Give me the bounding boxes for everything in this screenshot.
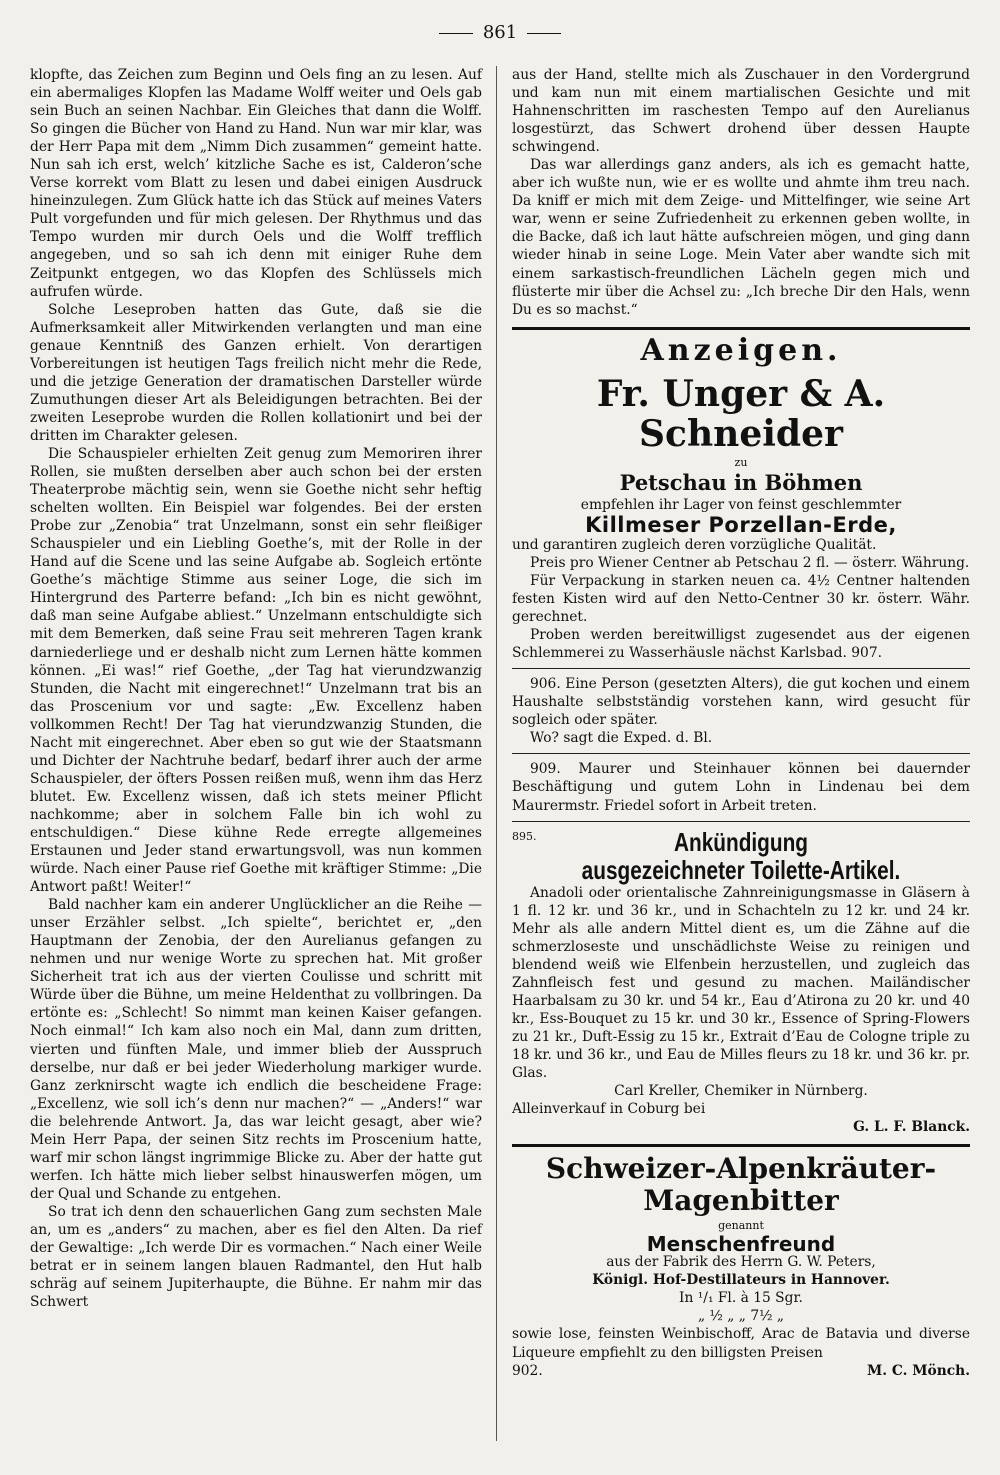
ad-text: Preis pro Wiener Centner ab Petschau 2 fl. — österr. Währung.	[530, 554, 970, 571]
ad-seller: G. L. F. Blanck.	[853, 1119, 970, 1136]
ad-maker: Carl Kreller, Chemiker in Nürnberg.	[614, 1083, 868, 1100]
ad-divider	[512, 753, 970, 754]
ad-text: empfehlen ihr Lager von feinst geschlemmter	[580, 496, 902, 513]
ad-text: Anadoli oder orientalische Zahnreinigungsmasse in Gläsern à 1 fl. 12 kr. und 36 kr., und in Schachteln zu 12 kr. und 24 kr. Mehr als alle andern Mittel dient es, um die Zähne auf die schmerzloseste und unschädlichste Weise zu reinigen und blendend weiß wie Elfenbein herzustellen, und zugleich das Zahnfleisch fest und gesund zu machen. Mailändischer Haarbalsam zu 30 kr. und 54 kr., Eau d’Atirona zu 20 kr. und 40 kr., Ess-Bouquet zu 15 kr. und 30 kr., Essence of Spring-Flowers zu 21 kr., Duft-Essig zu 15 kr., Extrait d’Eau de Cologne triple zu 18 kr. und 36 kr., und Eau de Milles fleurs zu 18 kr. und 36 kr. pr. Glas.	[512, 884, 970, 1082]
ad-text: und garantiren zugleich deren vorzügliche Qualität.	[512, 536, 877, 553]
ad-product: Menschenfreund	[646, 1232, 836, 1257]
ad-maker: Königl. Hof-Destillateurs in Hannover.	[592, 1272, 890, 1289]
ad-text: Wo? sagt die Exped. d. Bl.	[530, 730, 713, 747]
ad-number: 907.	[851, 645, 882, 662]
ad-zu: zu	[734, 455, 748, 469]
ad-text: Alleinverkauf in Coburg bei	[512, 1101, 706, 1118]
right-column	[512, 66, 970, 1380]
ad-samples: Proben werden bereitwilligst zugesendet aus der eigenen Schlemmerei zu Wasserhäusle nächst Karlsbad.	[512, 627, 970, 662]
ad-genannt: genannt	[718, 1219, 764, 1233]
ad-price: In ¹/₁ Fl. à 15 Sgr.	[679, 1290, 803, 1307]
ad-unger-schneider	[512, 374, 970, 663]
story-paragraph: Die Schauspieler erhielten Zeit genug zum Memoriren ihrer Rollen, sie mußten derselben aber auch schon bei der ersten Theaterprobe mächtig sein, wenn sie Goethe nicht sehr heftig schelten wollten. Ein Beispiel war folgendes. Bei der ersten Probe zur „Zenobia“ trat Unzelmann, sonst ein sehr fleißiger Schauspieler und ein Liebling Goethe’s, mit der Rolle in der Hand auf die Scene und las seine Aufgabe ab. Sogleich ertönte Goethe’s mächtige Stimme aus seiner Loge, die sich im Hintergrund des Parterre befand: „Ich bin es nicht gewöhnt, daß man seine Aufgabe abliest.“ Unzelmann entschuldigte sich mit dem Bemerken, daß seine Frau seit mehreren Tagen krank darniederliege und er deshalb nicht zum Lernen hätte kommen können. „Ei was!“ rief Goethe, „der Tag hat vierundzwanzig Stunden, die Nacht mit eingerechnet!“ Unzelmann trat bis an das Proscenium vor und sagte: „Ew. Excellenz haben vollkommen Recht! Der Tag hat vierundzwanzig Stunden, die Nacht mit eingerechnet. Aber eben so gut wie der Staatsmann und Dichter der Nachtruhe bedarf, bedarf ihrer auch der arme Schauspieler, der öfters Possen reißen muß, wenn ihm das Herz blutet. Ew. Excellenz wissen, daß ich stets meiner Pflicht nachkomme; aber in solchem Falle bin ich wohl zu entschuldigen.“ Diese kühne Rede erregte allgemeines Erstaunen und Jeder stand erwartungsvoll, was nun kommen würde. Nach einer Pause rief Goethe mit kräftiger Stimme: „Die Antwort paßt! Weiter!“	[30, 445, 482, 896]
ad-heading: Ankündigung	[673, 826, 808, 857]
ad-number: 902.	[512, 1362, 543, 1379]
ad-text: Für Verpackung in starken neuen ca. 4½ Centner haltenden festen Kisten wird auf den Netto-Centner 30 kr. österr. Währ. gerechnet.	[512, 572, 970, 626]
ad-firm-name: Fr. Unger & A. Schneider	[596, 372, 886, 455]
ad-909	[512, 760, 970, 814]
ad-heading: Schweizer-Alpenkräuter-Magenbitter	[545, 1152, 937, 1218]
left-column	[30, 66, 482, 1311]
ad-toilette	[512, 828, 970, 1137]
story-paragraph: Das war allerdings ganz anders, als ich es gemacht hatte, aber ich wußte nun, wie er es wollte und ahmte ihm treu nach. Da kniff er mich mit dem Zeige- und Mittelfinger, wie seine Art war, wenn er seine Zufriedenheit zu erkennen geben wollte, in die Backe, daß ich laut hätte aufschreien mögen, und ging dann wieder hinab in seine Loge. Mein Vater aber wandte sich mit einem sarkastisch-freundlichen Lächeln gegen mich und flüsterte mir über die Achsel zu: „Ich breche Dir den Hals, wenn Du es so machst.“	[512, 157, 970, 318]
ad-number: 895.	[512, 829, 537, 843]
ad-price: „ ½ „ „ 7½ „	[697, 1308, 785, 1325]
story-paragraph: Solche Leseproben hatten das Gute, daß sie die Aufmerksamkeit aller Mitwirkenden verlangten und man eine genaue Kenntniß des Ganzen erhielt. Von derartigen Vorbereitungen ist heutigen Tags freilich nicht mehr die Rede, und die jetzige Generation der dramatischen Darsteller würde Zumuthungen dieser Art als Beleidigungen betrachten. Bei der zweiten Leseprobe wurden die Rollen kollationirt und bei der dritten im Charakter gelesen.	[30, 301, 482, 444]
ad-product: Killmeser Porzellan-Erde,	[585, 512, 897, 537]
ad-heading: ausgezeichneter Toilette-Artikel.	[581, 854, 901, 885]
ad-divider	[512, 668, 970, 669]
ad-city: Petschau in Böhmen	[619, 469, 863, 495]
page-number: 861	[0, 22, 1000, 43]
ad-text: sowie lose, feinsten Weinbischoff, Arac de Batavia und diverse Liqueure empfiehlt zu den billigsten Preisen	[512, 1326, 970, 1361]
story-paragraph: So trat ich denn den schauerlichen Gang zum sechsten Male an, um es „anders“ zu machen, aber es fiel den Alten. Da rief der Gewaltige: „Ich werde Dir es vormachen.“ Nach einer Weile betrat er in seinem langen blauen Radmantel, den Hut halb schräg auf seinem Jupiterhaupte, die Bühne. Er nahm mir das Schwert	[30, 1203, 482, 1311]
ad-magenbitter	[512, 1153, 970, 1379]
ad-text: 909. Maurer und Steinhauer können bei dauernder Beschäftigung und gutem Lohn in Lindenau bei dem Maurermstr. Friedel sofort in Arbeit treten.	[512, 761, 970, 814]
ad-seller: M. C. Mönch.	[867, 1362, 970, 1379]
column-divider	[496, 66, 497, 1441]
ad-divider	[512, 821, 970, 822]
section-divider	[512, 327, 970, 330]
ad-text: 906. Eine Person (gesetzten Alters), die gut kochen und einem Haushalte selbstständig vorstehen kann, wird gesucht für sogleich oder später.	[512, 676, 970, 729]
story-paragraph: aus der Hand, stellte mich als Zuschauer in den Vordergrund und kam nun mit einem martialischen Gesichte und mit Hahnenschritten im raschesten Tempo auf den Aurelianus losgestürzt, das Schwert drohend über dessen Haupte schwingend.	[512, 67, 970, 156]
story-paragraph: klopfte, das Zeichen zum Beginn und Oels fing an zu lesen. Auf ein abermaliges Klopfen las Madame Wolff weiter und Oels gab sein Buch an seinen Nachbar. Ein Gleiches that dann die Wolff. So gingen die Bücher von Hand zu Hand. Nun war mir klar, was der Herr Papa mit dem „Nimm Dich zusammen“ gemeint hatte. Nun sah ich erst, welch’ kitzliche Sache es ist, Calderon’sche Verse korrekt vom Blatt zu lesen und dabei einigen Ausdruck hineinzulegen. Zum Glück hatte ich das Stück auf meines Vaters Pult vorgefunden und für mich gelesen. Der Rhythmus und das Tempo wurden mir durch Oels und die Wolff trefflich angegeben, und so sah ich denn mit einiger Ruhe dem Zeitpunkt entgegen, wo das Klopfen des Schlüssels mich aufrufen würde.	[30, 67, 482, 300]
story-paragraph: Bald nachher kam ein anderer Unglücklicher an die Reihe — unser Erzähler selbst. „Ich spielte“, berichtet er, „den Hauptmann der Zenobia, der den Aurelianus gefangen zu nehmen und nur wenige Worte zu sprechen hat. Mit großer Sicherheit trat ich aus der vierten Coulisse und schritt mit Würde über die Bühne, um meine Heldenthat zu vollbringen. Da ertönte es: „Schlecht! So nimmt man keinen Kaiser gefangen. Noch einmal!“ Ich kam also noch ein Mal, dann zum dritten, vierten und fünften Male, und immer blieb der Ausspruch derselbe, nur daß er bei jeder Wiederholung markiger wurde. Ganz zerknirscht wagte ich endlich die bescheidene Frage: „Excellenz, wie soll ich’s denn nur machen?“ — „Anders!“ war die belehrende Antwort. Ja, das war leicht gesagt, aber wie? Mein Herr Papa, der seinen Sitz rechts im Proscenium hatte, warf mir schon längst ingrimmige Blicke zu. Aber der hatte gut werfen. Ich hätte mich lieber selbst hinauswerfen mögen, um der Qual und Schande zu entgehen.	[30, 897, 482, 1202]
ad-text: aus der Fabrik des Herrn G. W. Peters,	[606, 1254, 876, 1271]
ad-text	[512, 626, 970, 662]
ads-heading: Anzeigen.	[640, 332, 842, 368]
ad-divider	[512, 1144, 970, 1147]
ad-906	[512, 675, 970, 747]
